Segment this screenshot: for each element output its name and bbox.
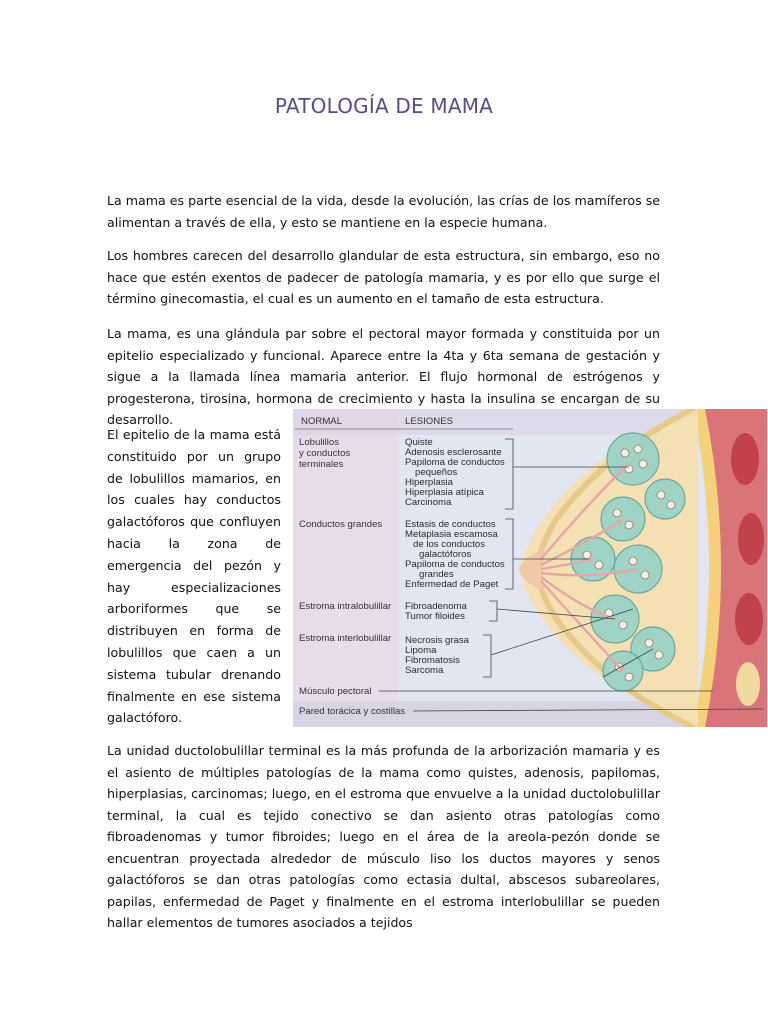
label-lobulillos-2: y conductos	[299, 448, 351, 459]
lesion-item: Hiperplasia atípica	[405, 487, 484, 498]
lesion-item: Adenosis esclerosante	[405, 447, 502, 458]
lesion-item: Papiloma de conductos	[405, 559, 505, 570]
lesion-item: grandes	[419, 569, 454, 580]
lesion-item: Enfermedad de Paget	[405, 579, 499, 590]
lesion-item: Quiste	[405, 437, 433, 448]
label-lobulillos-3: terminales	[299, 459, 344, 470]
label-musculo-pectoral: Músculo pectoral	[299, 686, 372, 697]
lesion-item: Papiloma de conductos	[405, 457, 505, 468]
lesion-item: Fibroadenoma	[405, 601, 467, 612]
lesion-item: Necrosis grasa	[405, 635, 469, 646]
label-estroma-intra: Estroma intralobulillar	[299, 601, 392, 612]
lesion-item: Carcinoma	[405, 497, 452, 508]
lesion-item: galactóforos	[419, 549, 472, 560]
label-estroma-inter: Estroma interlobulillar	[299, 633, 392, 644]
lesion-item: Hiperplasia	[405, 477, 453, 488]
lesion-item: Lipoma	[405, 645, 437, 656]
paragraph-intro: La mama es parte esencial de la vida, desde la evolución, las crías de los mamíferos se alimentan a través de ella, y esto se mantiene en la especie humana.	[107, 193, 660, 230]
header-normal: NORMAL	[301, 416, 343, 427]
lesion-item: Tumor filoides	[405, 611, 465, 622]
label-conductos-grandes: Conductos grandes	[299, 519, 383, 530]
paragraph-ginecomastia: Los hombres carecen del desarrollo glandular de esta estructura, sin embargo, eso no hace que estén exentos de padecer de patología mamaria, y es por ello que surge el término ginecomastia, el cual es un aumento en el tamaño de esta estructura.	[107, 248, 660, 306]
paragraph-anatomia: La mama, es una glándula par sobre el pectoral mayor formada y constituida por un epitelio especializado y funcional. Aparece entre la 4ta y 6ta semana de gestación y sigue a la llamada línea mamaria anterior. El flujo hormonal de estrógenos y progesterona, tirosina, hormona de crecimiento y hasta la insulina se encargan de su desarrollo.	[107, 326, 660, 427]
breast-anatomy-figure	[293, 409, 767, 727]
label-lobulillos: Lobulillos	[299, 437, 340, 448]
paragraph-unidad-ductolobulillar: La unidad ductolobulillar terminal es la más profunda de la arborización mamaria y es el asiento de múltiples patologías de la mama como quistes, adenosis, papilomas, hiperplasias, carcinomas; luego, en el estroma que envuelve a la unidad ductolobulillar terminal, la cual es tejido conectivo se dan asiento otras patologías como fibroadenomas y tumor fibroides; luego en el área de la areola-pezón donde se encuentran proyectada alrededor de músculo liso los ductos mayores y senos galactóforos se dan otras patologías como ectasia dultal, abscesos subareolares, papilas, enfermedad de Paget y finalmente en el estroma interlobulillar se pueden hallar elementos de tumores asociados a tejidos	[107, 743, 660, 930]
lesion-item: Sarcoma	[405, 665, 444, 676]
lesion-item: Fibromatosis	[405, 655, 460, 666]
lesion-item: de los conductos	[413, 539, 485, 550]
lesion-item: pequeños	[415, 467, 458, 478]
lesion-item: Estasis de conductos	[405, 519, 496, 530]
page-title: PATOLOGÍA DE MAMA	[274, 94, 494, 118]
paragraph-epitelio: El epitelio de la mama está constituido por un grupo de lobulillos mamarios, en los cuales hay conductos galactóforos que confluyen hacia la zona de emergencia del pezón y hay especializaciones arboriformes que se distribuyen en forma de lobulillos que caen a un sistema tubular drenando finalmente en ese sistema galactóforo.	[107, 427, 281, 726]
header-lesiones: LESIONES	[405, 416, 453, 427]
label-pared-toracica: Pared torácica y costillas	[299, 706, 406, 717]
lesion-item: Metaplasia escamosa	[405, 529, 498, 540]
breast-anatomy-diagram	[293, 409, 767, 727]
